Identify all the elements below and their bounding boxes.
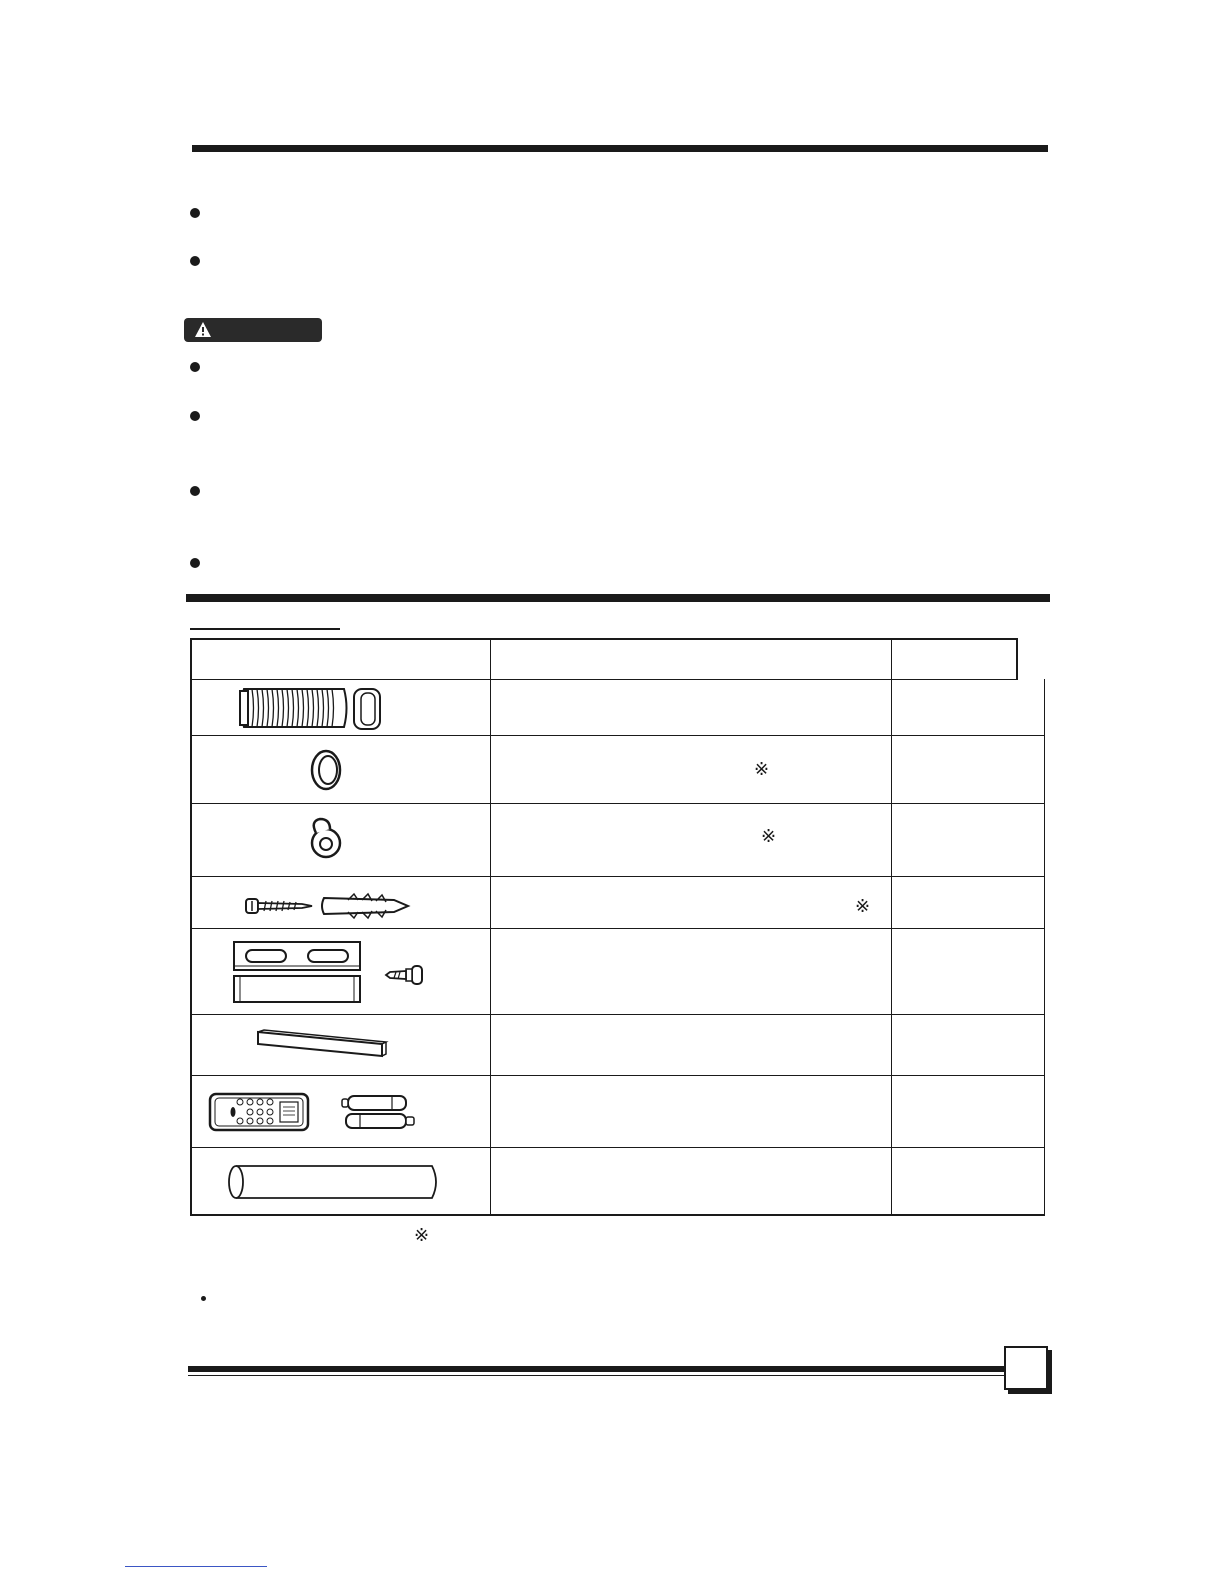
footer-rule: [188, 1366, 1006, 1372]
note-mark: ※: [754, 759, 770, 780]
footer-link-underline[interactable]: [125, 1566, 267, 1567]
table-border-left: [190, 638, 192, 1216]
table-row-divider: [190, 876, 1045, 877]
table-border-top: [190, 638, 1017, 640]
drain-pipe-icon: [226, 1164, 442, 1200]
table-row-divider: [190, 803, 1045, 804]
remote-control-and-batteries-icon: [206, 1088, 426, 1136]
drain-plug-icon: [300, 813, 350, 863]
connector-ring-icon: [306, 748, 346, 792]
small-bullet: [201, 1296, 206, 1301]
table-row-divider: [190, 928, 1045, 929]
table-row-divider: [190, 679, 1017, 680]
table-col-divider: [891, 638, 892, 1216]
foam-strip-icon: [254, 1028, 390, 1062]
note-mark: ※: [855, 896, 871, 917]
footer-rule-thin: [188, 1375, 1006, 1376]
screw-and-anchor-icon: [244, 892, 414, 920]
footnote-mark: ※: [414, 1225, 430, 1246]
table-row-divider: [190, 1147, 1045, 1148]
table-border-right-header: [1016, 638, 1018, 680]
page-number-box: [1004, 1346, 1048, 1390]
table-row-divider: [190, 735, 1045, 736]
table-row-divider: [190, 1075, 1045, 1076]
table-border-right: [1044, 679, 1045, 1216]
exhaust-hose-icon: [236, 683, 396, 733]
note-mark: ※: [761, 826, 777, 847]
table-border-bottom: [190, 1214, 1045, 1216]
table-col-divider: [490, 638, 491, 1216]
window-bracket-and-bolt-icon: [230, 938, 430, 1006]
table-row-divider: [190, 1014, 1045, 1015]
